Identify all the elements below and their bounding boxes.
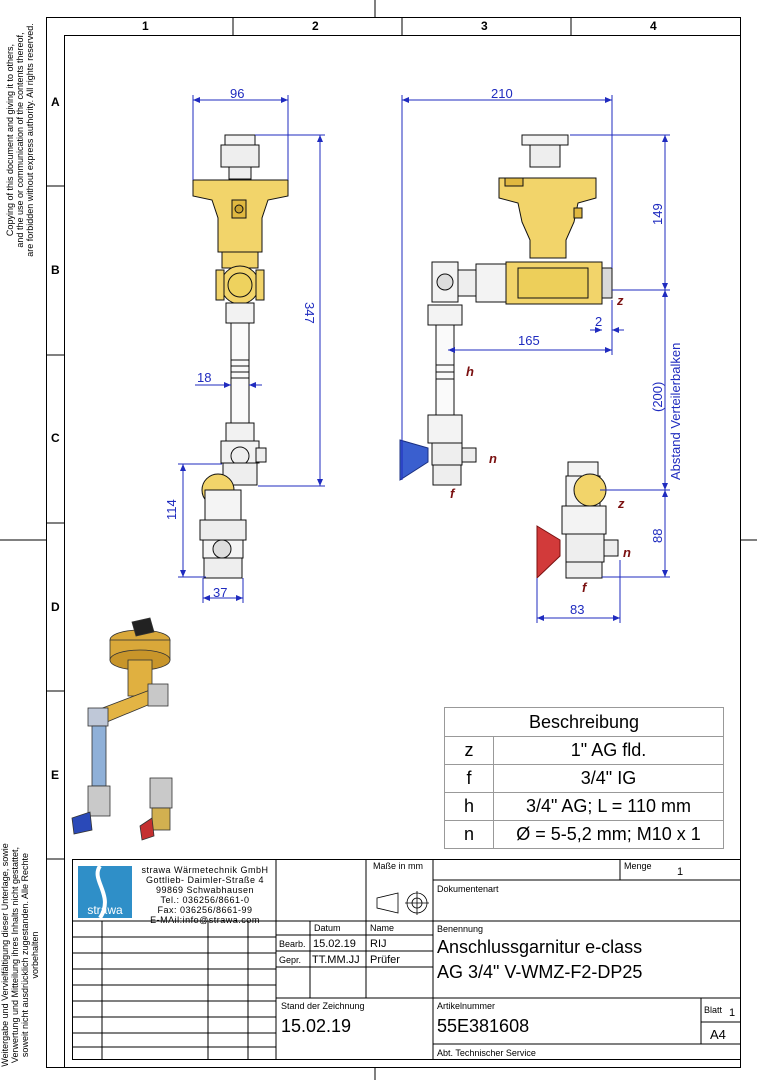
- format-value: A4: [710, 1027, 726, 1042]
- copyright-note-german: Weitergabe und Vervielfältigung dieser Unterlage, sowie Verwertung und Mitteilung ihres Inhalts nicht gestattet, soweit nicht ausdrücklich zugestanden. Alle Rechte vorbehalten: [0, 843, 40, 1067]
- menge-label: Menge: [624, 861, 652, 871]
- datum-label: Datum: [314, 923, 341, 933]
- dimension-200: (200): [650, 381, 665, 412]
- marker-z: z: [617, 293, 624, 308]
- grid-row-label: B: [51, 263, 60, 277]
- dimension-96: 96: [230, 86, 245, 101]
- artikel-label: Artikelnummer: [437, 1001, 496, 1011]
- row-key: f: [445, 765, 494, 792]
- marker-z: z: [618, 496, 625, 511]
- dimension-114: 114: [164, 499, 179, 520]
- grid-row-label: E: [51, 768, 60, 782]
- benennung-label: Benennung: [437, 924, 484, 934]
- bearb-label: Bearb.: [279, 939, 306, 949]
- dimension-2: 2: [595, 314, 603, 329]
- artikel-value: 55E381608: [437, 1016, 530, 1036]
- masse-label: Maße in mm: [373, 861, 424, 871]
- grid-column-label: 2: [312, 19, 319, 33]
- blatt-value: 1: [729, 1007, 736, 1019]
- logo-text: strawa: [87, 903, 123, 917]
- stand-value: 15.02.19: [281, 1016, 352, 1036]
- row-value: Ø = 5-5,2 mm; M10 x 1: [516, 824, 701, 844]
- gepr-label: Gepr.: [279, 955, 302, 965]
- row-key: z: [445, 737, 494, 764]
- marker-n: n: [489, 451, 497, 466]
- dokumentenart-label: Dokumentenart: [437, 884, 499, 894]
- row-value: 3/4" AG; L = 110 mm: [526, 796, 691, 816]
- row-value: 3/4" IG: [580, 768, 637, 788]
- marker-f: f: [582, 580, 587, 595]
- marker-h: h: [466, 364, 474, 379]
- grid-row-label: C: [51, 431, 60, 445]
- grid-column-label: 4: [650, 19, 657, 33]
- marker-n: n: [623, 545, 631, 560]
- dimension-88: 88: [650, 528, 665, 543]
- description-header: Beschreibung: [445, 708, 723, 737]
- projection-symbol-icon: [377, 891, 429, 915]
- menge-value: 1: [677, 866, 684, 878]
- dimension-37: 37: [213, 585, 228, 600]
- company-address: strawa Wärmetechnik GmbH Gottlieb- Daimler-Straße 4 99869 Schwabhausen Tel.: 036256/8661-0 Fax: 036256/8661-99 E-MAil:info@strawa.com: [141, 865, 269, 925]
- marker-f: f: [450, 486, 455, 501]
- stand-label: Stand der Zeichnung: [281, 1001, 365, 1011]
- dimension-165: 165: [518, 333, 540, 348]
- dimension-347: 347: [302, 302, 317, 324]
- dimension-210: 210: [491, 86, 513, 101]
- dimension-149: 149: [650, 203, 665, 225]
- name-label: Name: [370, 923, 395, 933]
- gepr-name: Prüfer: [370, 954, 400, 966]
- bearb-date: 15.02.19: [313, 938, 356, 950]
- benennung-line2: AG 3/4" V-WMZ-F2-DP25: [437, 962, 643, 982]
- grid-column-label: 3: [481, 19, 488, 33]
- row-key: h: [445, 793, 494, 820]
- row-key: n: [445, 821, 494, 848]
- distance-label: Abstand Verteilerbalken: [668, 342, 683, 480]
- benennung-line1: Anschlussgarnitur e-class: [437, 937, 643, 957]
- blatt-label: Blatt: [704, 1005, 723, 1015]
- bearb-name: RIJ: [370, 938, 387, 950]
- dimension-83: 83: [570, 602, 585, 617]
- row-value: 1" AG fld.: [570, 740, 647, 760]
- grid-row-label: D: [51, 600, 60, 614]
- dimension-18: 18: [197, 370, 212, 385]
- gepr-date: TT.MM.JJ: [312, 954, 360, 966]
- grid-column-label: 1: [142, 19, 149, 33]
- abt-label: Abt. Technischer Service: [437, 1048, 536, 1058]
- grid-row-label: A: [51, 95, 60, 109]
- copyright-note-english: Copying of this document and giving it to others, and the use or communication of the contents thereof, are forbidden without express authority. All rights reserved.: [5, 23, 35, 257]
